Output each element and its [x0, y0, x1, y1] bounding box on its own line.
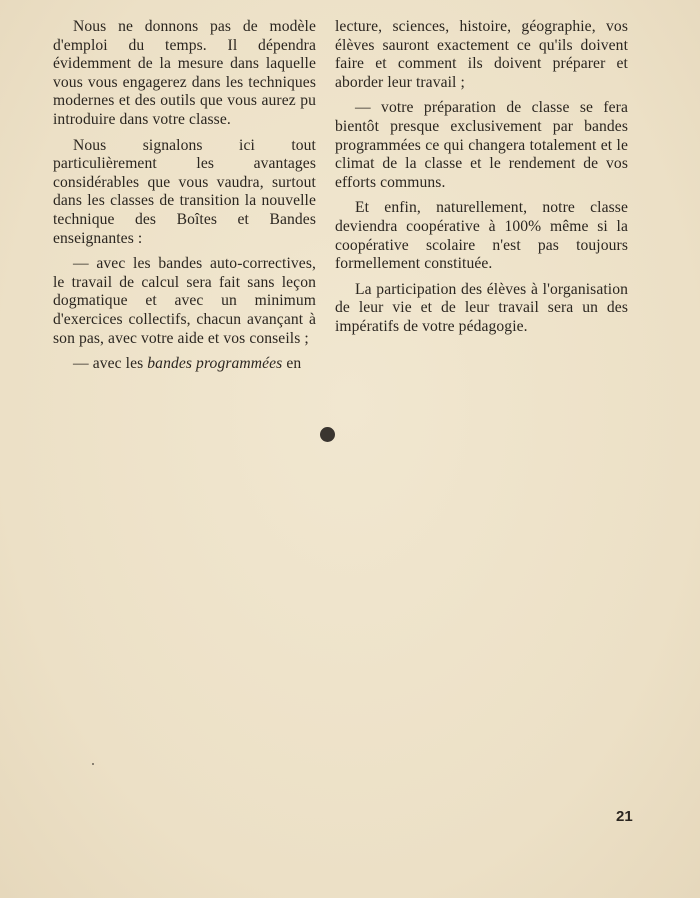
paragraph-bandes-programmees-start: [53, 355, 316, 374]
section-bullet-dot: [320, 427, 335, 442]
paragraph-preparation: — votre préparation de classe se fera bientôt presque exclusivement par bandes programmées ce qui changera totalement et le climat de la classe et le rendement de vos efforts communs.: [335, 99, 628, 191]
paragraph-avantages: Nous signalons ici tout particulièrement les avantages considérables que vous vaudra, surtout dans les classes de transition la nouvelle technique des Boîtes et Bandes enseignantes :: [53, 136, 316, 247]
left-column: [53, 18, 316, 381]
text-segment: — avec les: [73, 355, 148, 373]
paper-speck: [92, 763, 94, 765]
italic-term: bandes programmées: [147, 355, 283, 373]
paragraph-cooperative: Et enfin, naturellement, notre classe deviendra coopérative à 100% même si la coopérative scolaire n'est pas toujours formellement constituée.: [335, 199, 628, 273]
paragraph-bandes-auto-correctives: — avec les bandes auto-correctives, le travail de calcul sera fait sans leçon dogmatique et avec un minimum d'exercices collectifs, chacun avançant à son pas, avec votre aide et vos conseils ;: [53, 255, 316, 347]
page-number: 21: [616, 808, 633, 825]
paragraph-participation: La participation des élèves à l'organisation de leur vie et de leur travail sera un des impératifs de votre pédagogie.: [335, 280, 628, 335]
paragraph-continuation: lecture, sciences, histoire, géographie, vos élèves sauront exactement ce qu'ils doivent faire et comment ils doivent préparer et aborder leur travail ;: [335, 18, 628, 91]
right-column: [335, 18, 628, 344]
paragraph-emploi-du-temps: Nous ne donnons pas de modèle d'emploi du temps. Il dépendra évidemment de la mesure dans laquelle vous vous engagerez dans les techniques modernes et des outils que vous aurez pu introduire dans votre classe.: [53, 18, 316, 128]
text-segment: en: [282, 355, 302, 373]
